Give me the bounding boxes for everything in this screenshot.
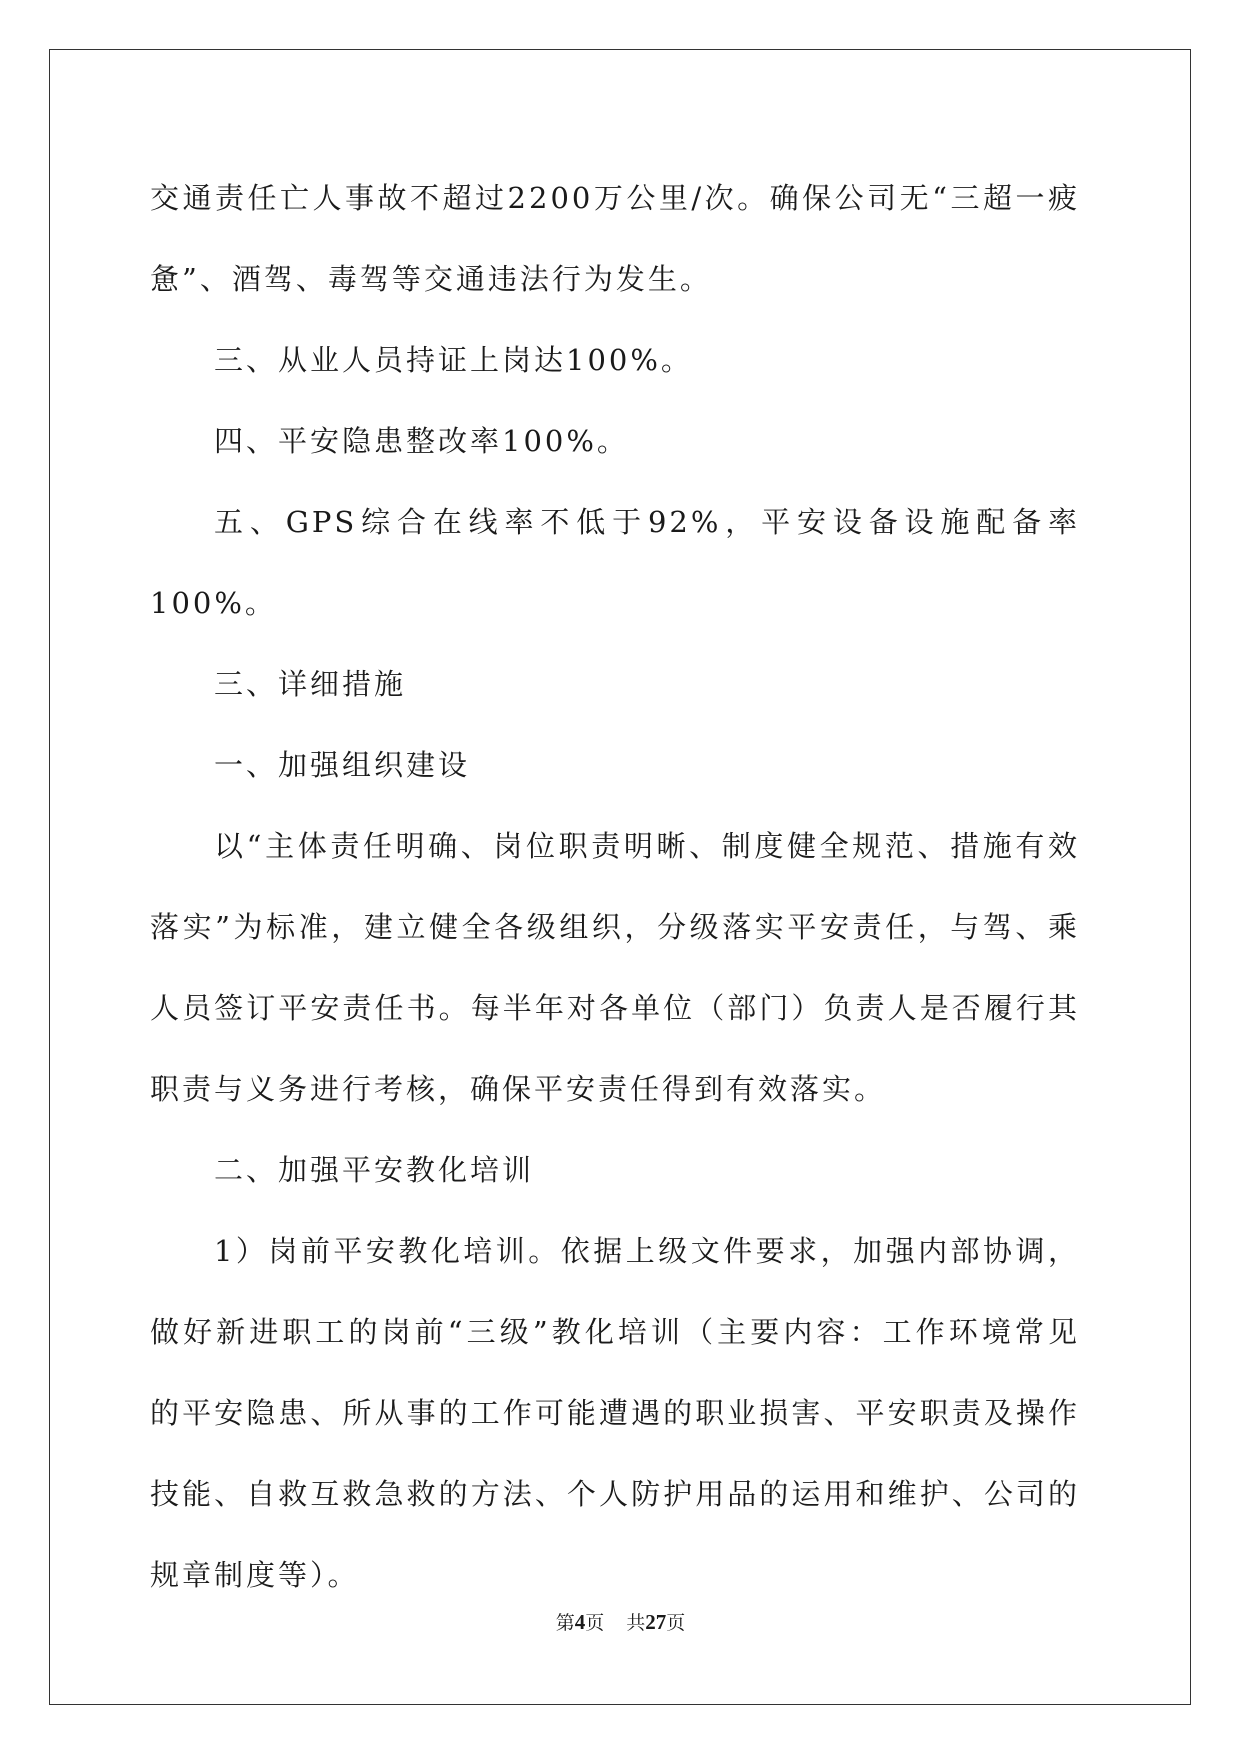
footer-page-suffix: 页 [585,1613,605,1634]
footer-prefix: 第 [555,1613,575,1634]
footer-total-prefix: 共 [626,1613,646,1634]
paragraph: 三、从业人员持证上岗达100%。 [214,343,693,377]
section-heading: 三、详细措施 [214,667,407,701]
subsection-heading: 二、加强平安教化培训 [214,1153,535,1187]
page-footer [0,1608,1241,1635]
current-page-number: 4 [574,1610,586,1634]
paragraph: 交通责任亡人事故不超过2200万公里/次。确保公司无“三超一疲惫”、酒驾、毒驾等交通违法行为发生。 [150,181,1080,296]
document-body [150,158,1080,1616]
paragraph: 1）岗前平安教化培训。依据上级文件要求，加强内部协调，做好新进职工的岗前“三级”教化培训（主要内容：工作环境常见的平安隐患、所从事的工作可能遭遇的职业损害、平安职责及操作技能、自救互救急救的方法、个人防护用品的运用和维护、公司的规章制度等）。 [150,1234,1080,1592]
paragraph: 以“主体责任明确、岗位职责明晰、制度健全规范、措施有效落实”为标准，建立健全各级组织，分级落实平安责任，与驾、乘人员签订平安责任书。每半年对各单位（部门）负责人是否履行其职责与义务进行考核，确保平安责任得到有效落实。 [150,829,1080,1106]
paragraph: 五、GPS综合在线率不低于92%，平安设备设施配备率100%。 [150,505,1080,620]
subsection-heading: 一、加强组织建设 [214,748,471,782]
paragraph: 四、平安隐患整改率100%。 [214,424,629,458]
footer-total-suffix: 页 [666,1613,686,1634]
total-page-count: 27 [645,1610,667,1634]
